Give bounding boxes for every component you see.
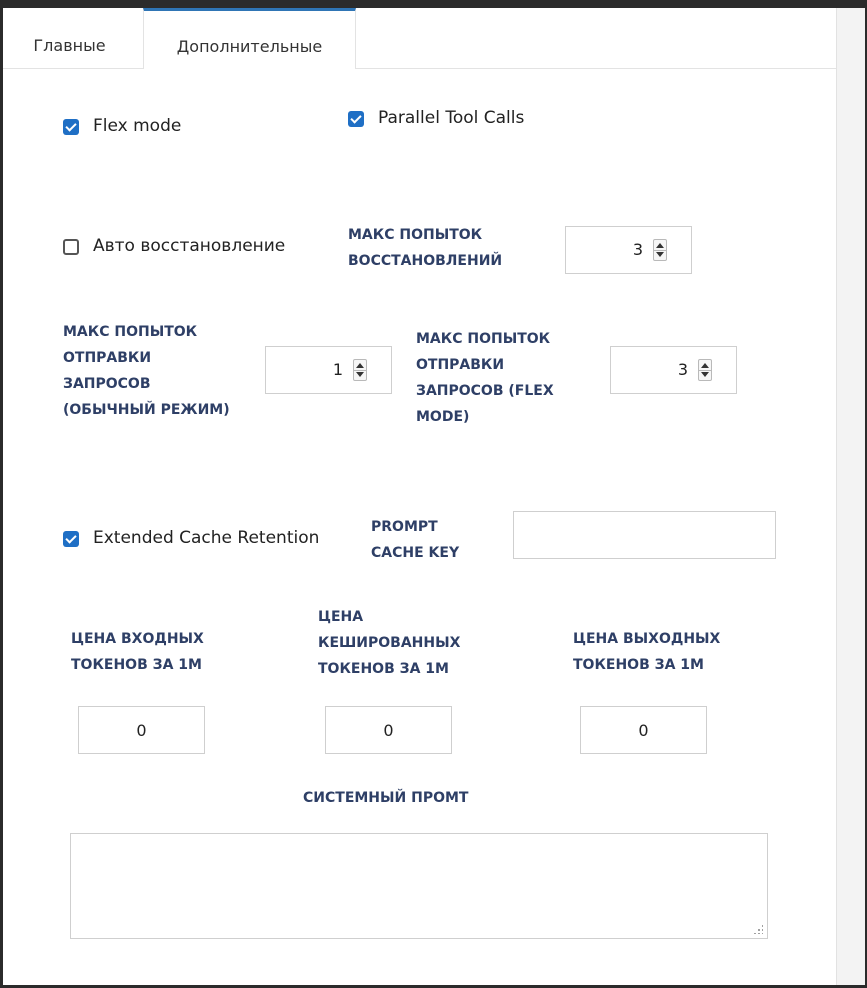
price-output-field[interactable]: 0 — [580, 706, 707, 754]
max-send-normal-spinner[interactable] — [353, 359, 367, 381]
system-prompt-label: СИСТЕМНЫЙ ПРОМТ — [303, 790, 469, 806]
extended-cache-checkbox[interactable] — [63, 531, 79, 547]
max-send-flex-input[interactable] — [610, 346, 737, 394]
spinner-up-icon[interactable] — [656, 243, 664, 248]
system-prompt-textarea[interactable] — [70, 833, 768, 939]
max-send-normal-value: 1 — [332, 360, 343, 379]
price-input-label: ЦЕНА ВХОДНЫХ ТОКЕНОВ ЗА 1М — [71, 631, 204, 673]
max-send-flex-value: 3 — [677, 360, 688, 379]
parallel-tool-calls-checkbox[interactable] — [348, 111, 364, 127]
parallel-tool-calls-label: Parallel Tool Calls — [378, 108, 525, 128]
spinner-down-icon[interactable] — [656, 252, 664, 257]
price-input-field[interactable]: 0 — [78, 706, 205, 754]
max-send-flex-spinner[interactable] — [698, 359, 712, 381]
resize-grip-icon[interactable] — [753, 924, 763, 934]
auto-recovery-checkbox[interactable] — [63, 239, 79, 255]
scrollbar[interactable] — [836, 8, 865, 985]
max-send-normal-input[interactable] — [265, 346, 392, 394]
price-output-label: ЦЕНА ВЫХОДНЫХ ТОКЕНОВ ЗА 1М — [573, 631, 721, 673]
extended-cache-label: Extended Cache Retention — [93, 528, 320, 548]
tab-main[interactable]: Главные — [33, 36, 106, 55]
spinner-up-icon[interactable] — [356, 363, 364, 368]
tab-advanced[interactable]: Дополнительные — [143, 8, 356, 69]
flex-mode-label: Flex mode — [93, 116, 182, 136]
prompt-cache-key-input[interactable] — [513, 511, 776, 559]
max-send-flex-label: МАКС ПОПЫТОК ОТПРАВКИ ЗАПРОСОВ (FLEX MODE) — [416, 331, 554, 425]
prompt-cache-key-label: PROMPT CACHE KEY — [371, 519, 460, 561]
tab-bar — [3, 8, 836, 69]
spinner-down-icon[interactable] — [701, 372, 709, 377]
max-recovery-value: 3 — [632, 240, 643, 259]
max-recovery-input[interactable] — [565, 226, 692, 274]
flex-mode-checkbox[interactable] — [63, 119, 79, 135]
max-send-normal-label: МАКС ПОПЫТОК ОТПРАВКИ ЗАПРОСОВ (ОБЫЧНЫЙ РЕЖИМ) — [63, 324, 230, 418]
settings-panel — [3, 8, 836, 985]
max-recovery-label: МАКС ПОПЫТОК ВОССТАНОВЛЕНИЙ — [348, 227, 503, 269]
price-cached-label: ЦЕНА КЕШИРОВАННЫХ ТОКЕНОВ ЗА 1М — [318, 609, 461, 677]
price-cached-field[interactable]: 0 — [325, 706, 452, 754]
auto-recovery-label: Авто восстановление — [93, 236, 286, 256]
max-recovery-spinner[interactable] — [653, 239, 667, 261]
spinner-down-icon[interactable] — [356, 372, 364, 377]
spinner-up-icon[interactable] — [701, 363, 709, 368]
